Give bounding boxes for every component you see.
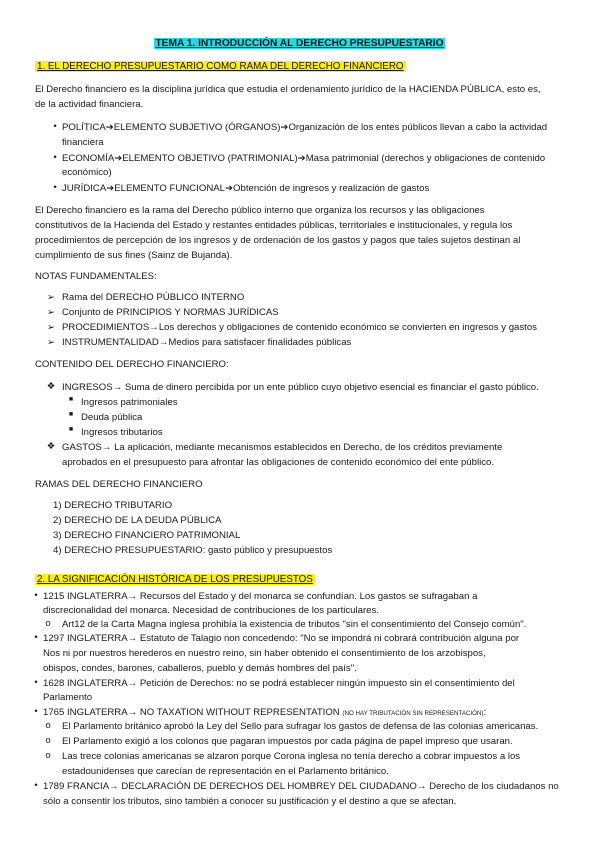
1297-line-3: obispos, condes, barones, caballeros, pueblo y demás hombres del país".: [43, 663, 357, 674]
bullet-dot: •: [34, 677, 38, 688]
1765-translation: (NO HAY TRIBUTACIÓN SIN REPRESENTACIÓN): [342, 710, 484, 717]
note-1: Rama del DERECHO PÚBLICO INTERNO: [62, 292, 245, 303]
1297-line-2: Nos ni por nuestros herederos en nuestro reino, sin haber obtenido el consentimiento de los arzobispos,: [43, 648, 486, 659]
note-4: INSTRUMENTALIDAD→Medios para satisfacer finalidades públicas: [62, 337, 352, 348]
arrow-bullet-icon: ➢: [46, 307, 56, 318]
definition-line-3: procedimientos de percepción de los ingresos y de ordenación de los gastos y pagos que tales sujetos destinan al: [35, 235, 521, 246]
square-bullet-icon: ■: [68, 396, 74, 403]
circle-bullet-icon: o: [45, 735, 51, 746]
square-bullet-icon: ■: [68, 426, 74, 433]
branches-heading: RAMAS DEL DERECHO FINANCIERO: [35, 479, 203, 490]
circle-bullet-icon: o: [45, 750, 51, 761]
1215-line-2: discrecionalidad del monarca. Necesidad de contribuciones de los particulares.: [43, 605, 379, 616]
circle-bullet-icon: o: [45, 720, 51, 731]
ingresos-text: INGRESOS→ Suma de dinero percibida por un ente público cuyo objetivo esencial es financiar el gasto público.: [62, 382, 539, 393]
1765-sub-3-line-2: estadounidenses que carecían de representación en el Parlamento británico.: [62, 766, 389, 777]
notes-heading: NOTAS FUNDAMENTALES:: [35, 271, 157, 282]
bullet-dot: •: [53, 182, 57, 193]
arrow-bullet-icon: ➢: [46, 337, 56, 348]
branch-2: 2) DERECHO DE LA DEUDA PÚBLICA: [53, 515, 222, 526]
branch-4: 4) DERECHO PRESUPUESTARIO: gasto público y presupuestos: [53, 545, 333, 556]
branch-1: 1) DERECHO TRIBUTARIO: [53, 500, 173, 511]
note-2: Conjunto de PRINCIPIOS Y NORMAS JURÍDICAS: [62, 307, 279, 318]
square-bullet-icon: ■: [68, 411, 74, 418]
intro-line-1: El Derecho financiero es la disciplina jurídica que estudia el ordenamiento jurídico de la HACIENDA PÚBLICA, esto es,: [35, 84, 541, 95]
circle-bullet-icon: o: [45, 618, 51, 629]
aspect-3-line-1: JURÍDICA➔ELEMENTO FUNCIONAL➔Obtención de ingresos y realización de gastos: [62, 183, 430, 194]
content-heading: CONTENIDO DEL DERECHO FINANCIERO:: [35, 359, 229, 370]
intro-line-2: de la actividad financiera.: [35, 99, 144, 110]
1215-line-1: 1215 INGLATERRA→ Recursos del Estado y del monarca se confundían. Los gastos se sufragaban a: [43, 591, 478, 602]
diamond-bullet-icon: ❖: [46, 441, 56, 452]
section-1-heading: 1. EL DERECHO PRESUPUESTARIO COMO RAMA DEL DERECHO FINANCIERO: [37, 61, 404, 72]
section-2-heading: 2. LA SIGNIFICACIÓN HISTÓRICA DE LOS PRESUPUESTOS: [37, 574, 313, 585]
aspect-1-line-2: financiera: [62, 137, 104, 148]
definition-line-1: El Derecho financiero es la rama del Derecho público interno que organiza los recursos y las obligaciones: [35, 205, 485, 216]
1765-sub-3-line-1: Las trece colonias americanas se alzaron porque Corona inglesa no tenía derecho a cobrar impuestos a los: [62, 751, 521, 762]
ingresos-sub-3: Ingresos tributarios: [81, 427, 163, 438]
1789-line-1: 1789 FRANCIA→ DECLARACIÓN DE DERECHOS DEL HOMBREY DEL CIUDADANO→ Derecho de los ciudadanos no: [43, 781, 559, 792]
definition-line-4: cumplimiento de sus fines (Sainz de Bujanda).: [35, 250, 233, 261]
1297-line-1: 1297 INGLATERRA→ Estatuto de Talagio non concedendo: "No se impondrá ni cobrará contribución alguna por: [43, 633, 520, 644]
bullet-dot: •: [53, 152, 57, 163]
magna-carta-line: Art12 de la Carta Magna inglesa prohibía la existencia de tributos "sin el consentimiento del Consejo común".: [62, 619, 527, 630]
branch-3: 3) DERECHO FINANCIERO PATRIMONIAL: [53, 530, 241, 541]
arrow-bullet-icon: ➢: [46, 322, 56, 333]
note-3: PROCEDIMIENTOS→Los derechos y obligaciones de contenido económico se convierten en ingresos y gastos: [62, 322, 537, 333]
1765-sub-1: El Parlamento británico aprobó la Ley del Sello para sufragar los gastos de defensa de las colonias americanas.: [62, 721, 539, 732]
1789-line-2: sólo a consentir los tributos, sino también a conocer su justificación y el destino a que se afectan.: [43, 796, 457, 807]
1765-main: 1765 INGLATERRA→ NO TAXATION WITHOUT REPRESENTATION: [43, 707, 340, 718]
aspect-2-line-1: ECONOMÍA➔ELEMENTO OBJETIVO (PATRIMONIAL)➔Masa patrimonial (derechos y obligaciones de contenido: [62, 153, 546, 164]
1765-sub-2: El Parlamento exigió a los colonos que pagaran impuestos por cada página de papel impreso que usaran.: [62, 736, 513, 747]
gastos-line-2: aprobados en el presupuesto para afrontar las obligaciones de contenido económico del ente público.: [62, 457, 495, 468]
bullet-dot: •: [34, 632, 38, 643]
bullet-dot: •: [34, 590, 38, 601]
1628-line-2: Parlamento: [43, 692, 93, 703]
diamond-bullet-icon: ❖: [46, 381, 56, 392]
bullet-dot: •: [53, 121, 57, 132]
ingresos-sub-2: Deuda pública: [81, 412, 143, 423]
definition-line-2: constitutivos de la Hacienda del Estado y restantes entidades públicas, territoriales e institucionales, y regula los: [35, 220, 513, 231]
bullet-dot: •: [34, 706, 38, 717]
aspect-1-line-1: POLÍTICA➔ELEMENTO SUBJETIVO (ÓRGANOS)➔Organización de los entes públicos llevan a cabo la actividad: [62, 122, 548, 133]
gastos-line-1: GASTOS→ La aplicación, mediante mecanismos establecidos en Derecho, de los créditos previamente: [62, 442, 503, 453]
aspect-2-line-2: económico): [62, 167, 112, 178]
ingresos-sub-1: Ingresos patrimoniales: [81, 397, 178, 408]
arrow-bullet-icon: ➢: [46, 292, 56, 303]
bullet-dot: •: [34, 780, 38, 791]
document-title: TEMA 1. INTRODUCCIÓN AL DERECHO PRESUPUESTARIO: [155, 38, 444, 49]
1765-line: [43, 707, 486, 718]
1765-colon: :: [483, 707, 487, 718]
1628-line-1: 1628 INGLATERRA→ Petición de Derechos: no se podrá establecer ningún impuesto sin el consentimiento del: [43, 678, 515, 689]
